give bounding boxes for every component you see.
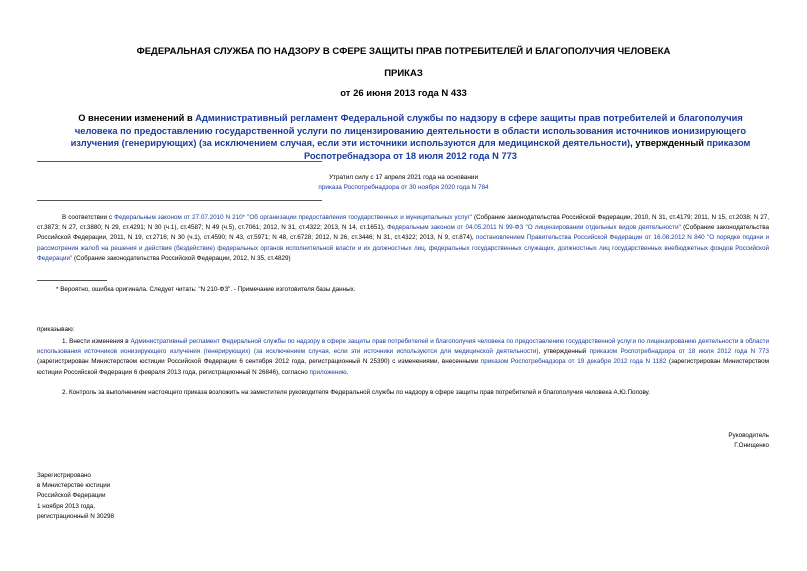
registration-line-3: Российской Федерации bbox=[37, 492, 106, 500]
preamble-paragraph bbox=[37, 213, 769, 264]
divider-top bbox=[37, 161, 322, 162]
registration-line-5: регистрационный N 30298 bbox=[37, 512, 115, 520]
item1-text-4: (зарегистрирован Министерством юстиции Российской Федерации 6 февраля 2013 года, регистрационный N 26846), согласно bbox=[37, 358, 769, 376]
item1-link-regulation[interactable]: Административный регламент Федеральной службы по надзору в сфере защиты прав потребителей и благополучия человека по предоставлению государственной услуги по лицензированию деятельности в области использования источников ионизирующего излучения (генерирующих) (за исключением случая, если эти источники используются для медицинской деятельности) bbox=[37, 338, 769, 356]
preamble-text-4: (Собрание законодательства Российской Федерации, 2012, N 35, ст.4829) bbox=[72, 254, 291, 262]
item1-text-1: 1. Внести изменения в bbox=[62, 338, 131, 345]
subject-prefix: О внесении изменений в bbox=[78, 113, 196, 123]
registration-line-2: в Министерстве юстиции bbox=[37, 482, 111, 490]
preamble-link-resolution-840[interactable]: постановлением Правительства Российской Федерации от 16.08.2012 N 840 "О порядке подачи и рассмотрения жалоб на решения и действия (бездействие) федеральных органов исполнительной власти и их должностных лиц, федеральных государственных служащих, должностных лиц государственных внебюджетных фондов Российской Федерации" bbox=[37, 234, 770, 262]
item1-text-5: . bbox=[346, 368, 349, 376]
preamble-link-law-210[interactable]: Федеральным законом от 27.07.2010 N 210* bbox=[114, 214, 246, 221]
item1-text-2: , утвержденный bbox=[538, 348, 590, 356]
preamble-text-1: В соответствии с bbox=[62, 214, 115, 221]
document-type: ПРИКАЗ bbox=[384, 68, 423, 79]
order-item-2: 2. Контроль за выполнением настоящего приказа возложить на заместителя руководителя Федеральной службы по надзору в сфере защиты прав потребителей и благополучия человека А.Ю.Попову. bbox=[62, 389, 650, 396]
footnote: * Вероятно, ошибка оригинала. Следует читать: "N 210-ФЗ". - Примечание изготовителя базы данных. bbox=[56, 286, 356, 293]
document-subject bbox=[58, 112, 763, 162]
registration-line-1: Зарегистрировано bbox=[37, 472, 91, 479]
signature-name: Г.Онищенко bbox=[734, 442, 769, 449]
preamble-text-2: (Собрание законодательства Российской Федерации, 2010, N 31, ст.4179; 2011, N 15, ст.2038; N 27, ст.3873; N 27, ст.3880; N 29, ст.4291; N 30 (ч.1), ст.4587; N 49 (ч.5), ст.7061; 2012, N 31, ст.4322; 2013, N 14, ст.1651), bbox=[37, 214, 770, 232]
repeal-notice: Утратил силу с 17 апреля 2021 года на основании bbox=[328, 174, 479, 181]
subject-link-order[interactable]: приказом Роспотребнадзора от 18 июля 2012 года N 773 bbox=[304, 138, 751, 161]
registration-line-4: 1 ноября 2013 года, bbox=[37, 502, 96, 510]
item1-text-3: (зарегистрирован Министерством юстиции Российской Федерации 6 сентября 2012 года, регистрационный N 25390) с изменениями, внесенными bbox=[37, 358, 481, 366]
registration-block bbox=[37, 471, 114, 522]
subject-link-regulation[interactable]: Административный регламент Федеральной службы по надзору в сфере защиты прав потребителей и благополучия человека по предоставлению государственной услуги по лицензированию деятельности в области использования источников ионизирующего излучения (генерирующих) (за исключением случая, если эти источники используются для медицинской деятельности) bbox=[70, 113, 747, 148]
preamble-link-law-210-title[interactable]: "Об организации предоставления государственных и муниципальных услуг" bbox=[247, 214, 473, 221]
preamble-link-law-99[interactable]: Федеральным законом от 04.05.2011 N 99-ФЗ "О лицензировании отдельных видов деятельности" bbox=[386, 224, 681, 232]
preamble-text-3: (Собрание законодательства Российской Федерации, 2011, N 19, ст.2716; N 30 (ч.1), ст.4590; N 43, ст.5971; N 48, ст.6728; 2012, N 26, ст.3446; N 31, ст.4322; 2013, N 9, ст.874), bbox=[37, 224, 770, 242]
item1-link-order-773[interactable]: приказом Роспотребнадзора от 18 июля 2012 года N 773 bbox=[589, 348, 769, 356]
divider-notice bbox=[37, 200, 322, 201]
signature-title: Руководитель bbox=[728, 432, 769, 439]
agency-title: ФЕДЕРАЛЬНАЯ СЛУЖБА ПО НАДЗОРУ В СФЕРЕ ЗАЩИТЫ ПРАВ ПОТРЕБИТЕЛЕЙ И БЛАГОПОЛУЧИЯ ЧЕЛОВЕКА bbox=[136, 46, 671, 57]
item1-link-order-1182[interactable]: приказом Роспотребнадзора от 19 декабря 2012 года N 1182 bbox=[480, 358, 667, 366]
item1-link-appendix[interactable]: приложению bbox=[309, 368, 347, 376]
footnote-divider bbox=[37, 280, 107, 281]
repeal-notice-link[interactable]: приказа Роспотребнадзора от 30 ноября 2020 года N 784 bbox=[318, 184, 489, 191]
document-date-number: от 26 июня 2013 года N 433 bbox=[340, 88, 467, 99]
subject-middle: , утвержденный bbox=[630, 138, 707, 148]
order-word: приказываю: bbox=[37, 326, 75, 333]
order-item-1 bbox=[37, 337, 769, 378]
